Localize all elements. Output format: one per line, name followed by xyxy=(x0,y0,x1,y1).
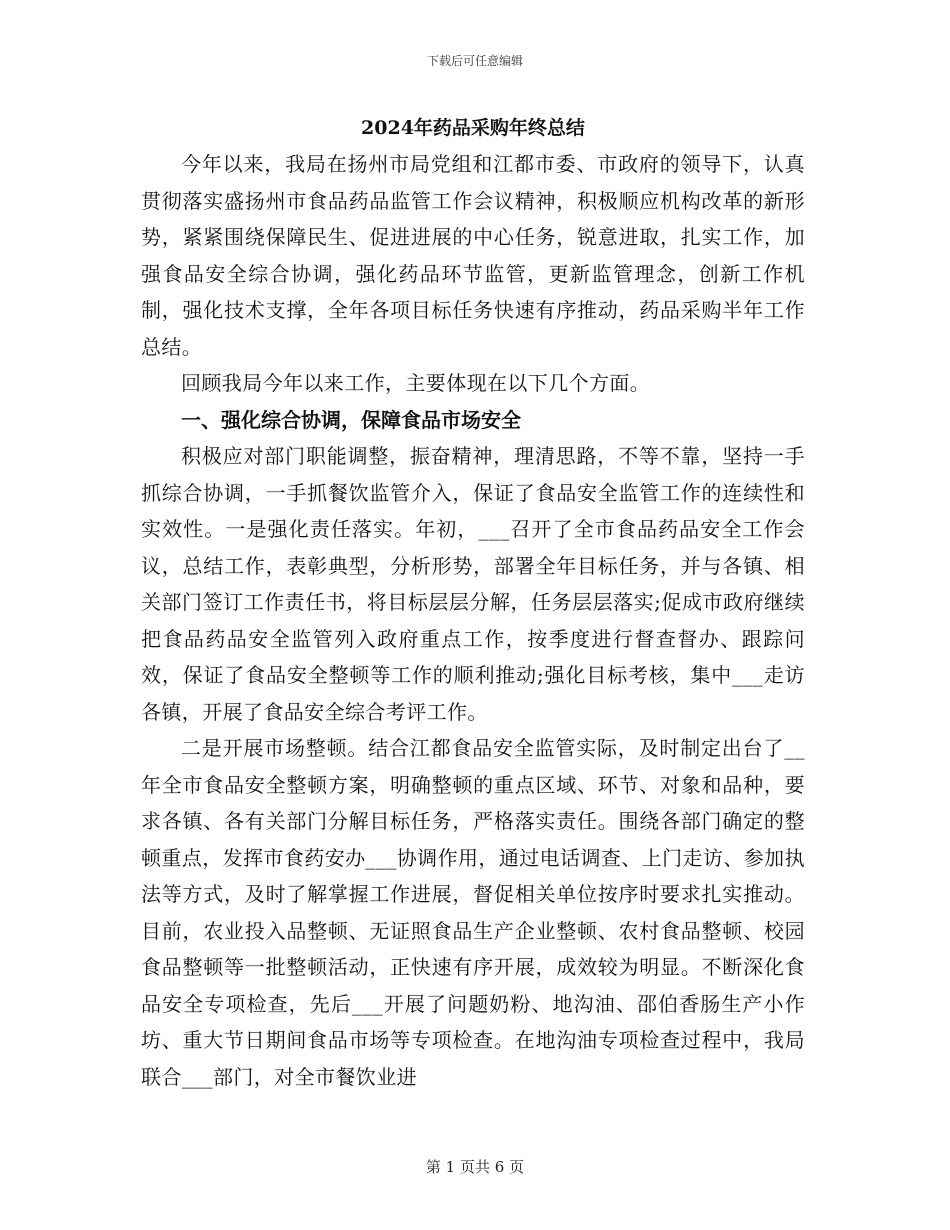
page-number: 第 1 页共 6 页 xyxy=(425,1158,525,1176)
section-paragraph-2: 二是开展市场整顿。结合江都食品安全监管实际，及时制定出台了__年全市食品安全整顿方案，明确整顿的重点区域、环节、对象和品种，要求各镇、各有关部门分解目标任务，严格落实责任。围绕各部门确定的整顿重点，发挥市食药安办___协调作用，通过电话调查、上门走访、参加执法等方式，及时了解掌握工作进展，督促相关单位按序时要求扎实推动。目前，农业投入品整顿、无证照食品生产企业整顿、农村食品整顿、校园食品整顿等一批整顿活动，正快速有序开展，成效较为明显。不断深化食品安全专项检查，先后___开展了问题奶粉、地沟油、邵伯香肠生产小作坊、重大节日期间食品市场等专项检查。在地沟油专项检查过程中，我局联合___部门，对全市餐饮业进 xyxy=(141,736,805,1089)
section-heading: 一、强化综合协调，保障食品市场安全 xyxy=(181,407,521,432)
document-body xyxy=(141,110,805,1095)
document-title: 2024年药品采购年终总结 xyxy=(361,117,585,139)
page-header-note: 下载后可任意编辑 xyxy=(426,54,523,68)
intro-paragraph: 今年以来，我局在扬州市局党组和江都市委、市政府的领导下，认真贯彻落实盛扬州市食品药品监管工作会议精神，积极顺应机构改革的新形势，紧紧围绕保障民生、促进进展的中心任务，锐意进取，扎实工作，加强食品安全综合协调，强化药品环节监管，更新监管理念，创新工作机制，强化技术支撑，全年各项目标任务快速有序推动，药品采购半年工作总结。 xyxy=(141,152,805,359)
overview-paragraph: 回顾我局今年以来工作，主要体现在以下几个方面。 xyxy=(181,371,651,395)
section-paragraph-1: 积极应对部门职能调整，振奋精神，理清思路，不等不靠，坚持一手抓综合协调，一手抓餐饮监管介入，保证了食品安全监管工作的连续性和实效性。一是强化责任落实。年初，___召开了全市食品药品安全工作会议，总结工作，表彰典型，分析形势，部署全年目标任务，并与各镇、相关部门签订工作责任书，将目标层层分解，任务层层落实;促成市政府继续把食品药品安全监管列入政府重点工作，按季度进行督查督办、跟踪问效，保证了食品安全整顿等工作的顺利推动;强化目标考核，集中___走访各镇，开展了食品安全综合考评工作。 xyxy=(141,444,805,724)
